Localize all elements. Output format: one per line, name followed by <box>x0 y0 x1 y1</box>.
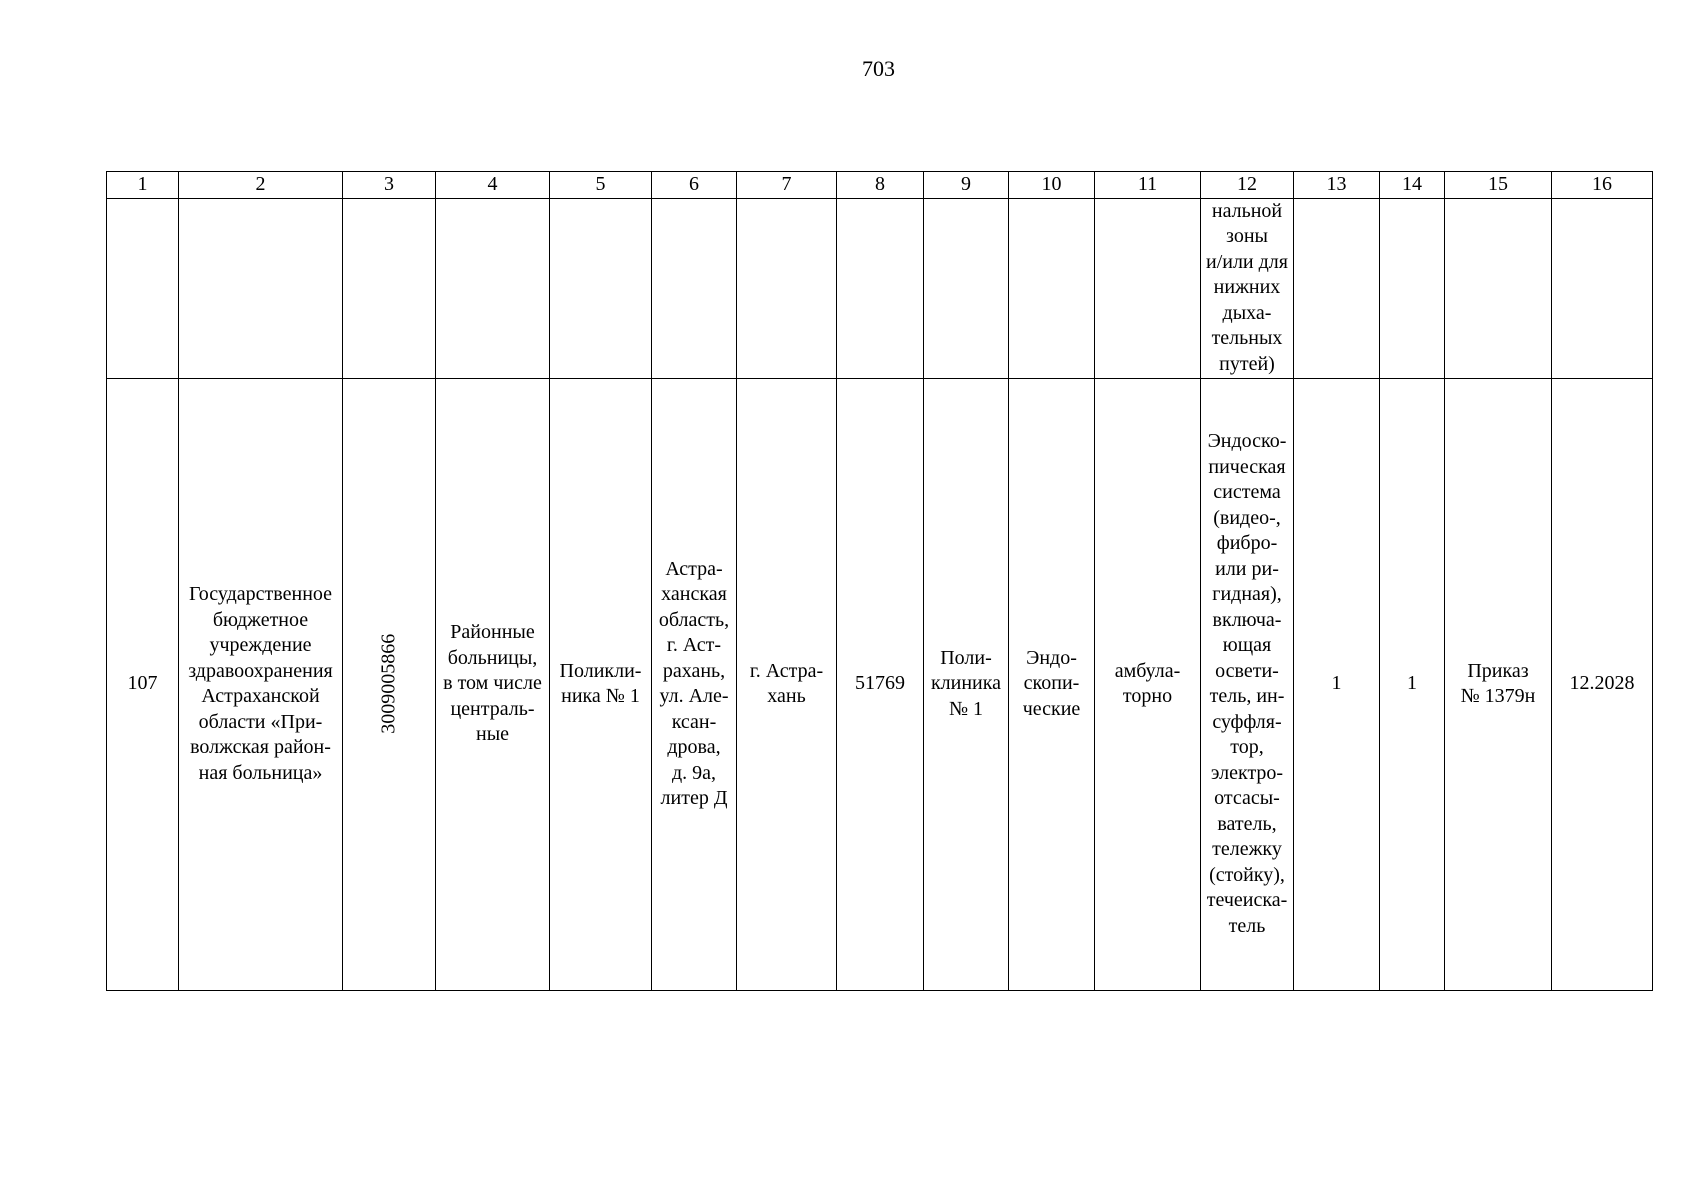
code-cell: 51769 <box>837 378 924 990</box>
empty-cell <box>1552 198 1653 378</box>
text-line: Поли- <box>940 646 992 669</box>
text-line: фибро- <box>1216 532 1278 554</box>
continuation-row <box>107 198 1653 378</box>
text-line: Государственное <box>188 583 333 605</box>
hospital-type-cell <box>436 378 550 990</box>
column-number: 8 <box>837 172 924 199</box>
text-line: централь- <box>450 697 535 720</box>
column-number: 11 <box>1095 172 1201 199</box>
text-line: г. Аст- <box>666 634 722 656</box>
text-line: волжская район- <box>190 736 331 758</box>
text-line: бюджетное <box>212 608 309 631</box>
equipment-table <box>106 171 1653 991</box>
text-line: д. 9а, <box>671 761 717 784</box>
column-number: 3 <box>343 172 436 199</box>
column-number: 13 <box>1294 172 1380 199</box>
empty-cell <box>550 198 652 378</box>
text-line: отсасы- <box>1214 787 1280 809</box>
empty-cell <box>343 198 436 378</box>
text-line: Эндоско- <box>1207 430 1287 452</box>
column-number: 15 <box>1445 172 1552 199</box>
text-line: Эндо- <box>1026 646 1077 669</box>
date-cell: 12.2028 <box>1552 378 1653 990</box>
text-line: зоны <box>1226 225 1268 247</box>
column-number: 1 <box>107 172 179 199</box>
text-line: здравоохранения <box>188 659 333 682</box>
text-line: течеиска- <box>1206 889 1288 911</box>
column-number: 10 <box>1009 172 1095 199</box>
empty-cell <box>1445 198 1552 378</box>
text-line: ханская <box>661 583 727 605</box>
text-line: хань <box>767 685 806 707</box>
column-number: 16 <box>1552 172 1653 199</box>
text-line: тельных <box>1211 327 1283 349</box>
text-line: ющая <box>1222 634 1272 656</box>
empty-cell <box>436 198 550 378</box>
column-number: 7 <box>737 172 837 199</box>
empty-cell <box>924 198 1009 378</box>
subdivision-cell <box>924 378 1009 990</box>
text-line: области «При- <box>198 710 323 733</box>
text-line: учреждение <box>209 634 312 656</box>
column-number: 9 <box>924 172 1009 199</box>
care-condition-cell <box>1095 378 1201 990</box>
page-number: 703 <box>862 56 895 81</box>
text-line: Приказ <box>1467 659 1529 682</box>
text-line: суффля- <box>1212 710 1282 733</box>
text-line: включа- <box>1212 608 1282 631</box>
column-number: 6 <box>652 172 737 199</box>
text-line: пическая <box>1208 455 1286 478</box>
row-number-cell: 107 <box>107 378 179 990</box>
quantity-cell: 1 <box>1294 378 1380 990</box>
text-line: нальной <box>1211 199 1283 222</box>
text-line: ватель, <box>1217 812 1277 835</box>
empty-cell <box>107 198 179 378</box>
text-line: рахань, <box>662 659 726 682</box>
column-number: 2 <box>179 172 343 199</box>
column-number: 4 <box>436 172 550 199</box>
equipment-cell <box>1201 378 1294 990</box>
text-line: тор, <box>1230 736 1264 758</box>
empty-cell <box>652 198 737 378</box>
text-line: в том числе <box>443 672 542 695</box>
text-line: электро- <box>1210 761 1284 784</box>
text-line: область, <box>658 608 730 631</box>
text-line: торно <box>1122 685 1173 707</box>
text-line: № 1 <box>948 697 984 720</box>
column-number: 5 <box>550 172 652 199</box>
text-line: клиника <box>930 672 1002 695</box>
text-line: или ри- <box>1215 557 1279 580</box>
column-number: 12 <box>1201 172 1294 199</box>
quantity-cell: 1 <box>1380 378 1445 990</box>
text-line: и/или для <box>1205 250 1288 273</box>
cell-text <box>1202 199 1292 378</box>
text-line: Астраханской <box>201 685 320 707</box>
inn-cell <box>343 378 436 990</box>
column-number: 14 <box>1380 172 1445 199</box>
table-row <box>107 378 1653 990</box>
text-line: Районные <box>450 621 535 644</box>
text-line: Поликли- <box>559 659 642 682</box>
text-line: больницы, <box>447 646 538 669</box>
text-line: № 1379н <box>1460 685 1536 707</box>
text-line: (видео-, <box>1213 506 1281 529</box>
division-cell <box>550 378 652 990</box>
text-line: скопи- <box>1023 672 1080 695</box>
empty-cell <box>1095 198 1201 378</box>
empty-cell <box>1009 198 1095 378</box>
text-line: освети- <box>1215 659 1279 682</box>
text-line: ные <box>475 723 510 746</box>
text-line: тель, ин- <box>1209 685 1285 707</box>
text-line: дрова, <box>667 736 721 758</box>
text-line: (стойку), <box>1209 863 1285 886</box>
profile-cell <box>1009 378 1095 990</box>
text-line: тель <box>1228 914 1266 937</box>
text-line: амбула- <box>1114 659 1181 682</box>
text-line: путей) <box>1219 352 1275 375</box>
text-line: система <box>1213 481 1281 503</box>
text-line: ника № 1 <box>561 685 640 707</box>
empty-cell <box>737 198 837 378</box>
equipment-continuation-cell <box>1201 198 1294 378</box>
empty-cell <box>1294 198 1380 378</box>
city-cell <box>737 378 837 990</box>
text-line: Астра- <box>665 557 723 580</box>
text-line: ул. Але- <box>659 685 729 707</box>
text-line: г. Астра- <box>749 659 824 682</box>
text-line: нижних <box>1213 276 1281 298</box>
empty-cell <box>179 198 343 378</box>
text-line: ческие <box>1022 697 1081 720</box>
text-line: дыха- <box>1222 301 1272 324</box>
text-line: тележку <box>1212 838 1282 860</box>
text-line: гидная), <box>1212 583 1282 605</box>
column-number-row <box>107 172 1653 199</box>
inn-value: 3009005866 <box>377 634 400 734</box>
empty-cell <box>1380 198 1445 378</box>
address-cell <box>652 378 737 990</box>
text-line: ксан- <box>671 710 717 733</box>
empty-cell <box>837 198 924 378</box>
text-line: литер Д <box>660 787 728 809</box>
text-line: ная больница» <box>198 761 323 784</box>
order-cell <box>1445 378 1552 990</box>
organization-cell <box>179 378 343 990</box>
rotated-wrapper <box>344 379 434 990</box>
